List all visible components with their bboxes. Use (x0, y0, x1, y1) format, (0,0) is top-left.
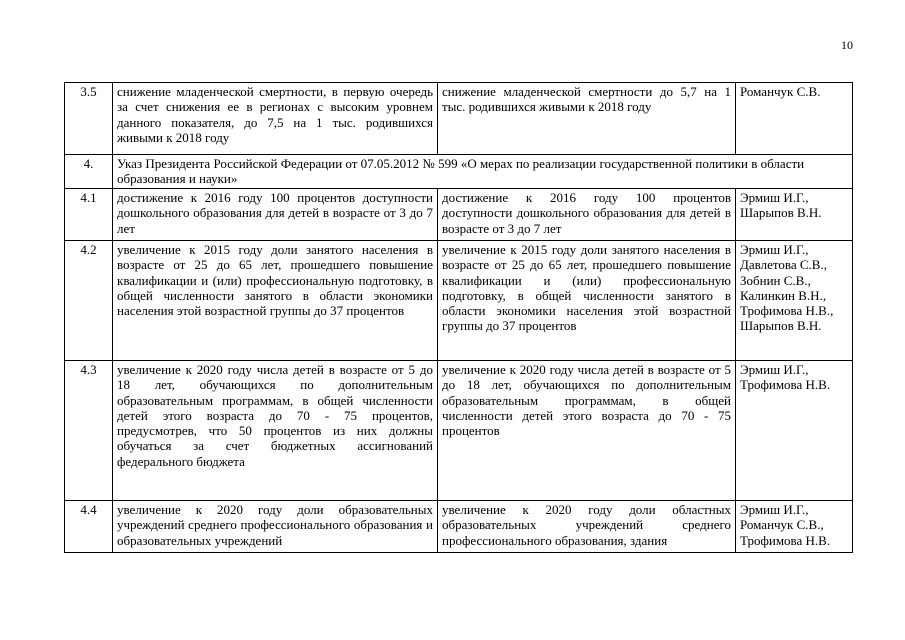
responsible-name: Давлетова С.В., (740, 257, 827, 273)
responsible-name: Шарыпов В.Н. (740, 318, 822, 334)
responsible-name: Романчук С.В. (740, 84, 821, 99)
task-cell: достижение к 2016 году 100 процентов доступности дошкольного образования для детей в возрасте от 3 до 7 лет (113, 189, 438, 241)
row-number: 3.5 (65, 83, 113, 155)
target-cell: увеличение к 2020 году числа детей в возрасте от 5 до 18 лет, обучающихся по дополнительным образовательным программам, в общей численности детей этого возраста до 70 - 75 процентов (438, 361, 736, 501)
task-cell: увеличение к 2020 году доли образовательных учреждений среднего профессионального образования и образовательных учреждений (113, 501, 438, 553)
responsible-name: Калинкин В.Н., (740, 287, 827, 303)
responsible-name: Романчук С.В., (740, 517, 824, 533)
page-number: 10 (841, 38, 853, 52)
row-number: 4.3 (65, 361, 113, 501)
responsible-cell (736, 501, 853, 553)
table-row (65, 155, 853, 189)
responsible-name: Эрмиш И.Г., (740, 362, 809, 377)
responsible-cell (736, 361, 853, 501)
responsible-cell (736, 83, 853, 155)
responsible-name: Трофимова Н.В., (740, 303, 834, 319)
task-cell: увеличение к 2015 году доли занятого населения в возрасте от 25 до 65 лет, прошедшего повышение квалификации и (или) профессиональную подготовку, в общей численности занятого в области экономики населения этой возрастной группы до 37 процентов (113, 241, 438, 361)
measures-table (64, 82, 853, 553)
row-number: 4.1 (65, 189, 113, 241)
table-row (65, 189, 853, 241)
target-cell: достижение к 2016 году 100 процентов доступности дошкольного образования для детей в возрасте от 3 до 7 лет (438, 189, 736, 241)
table-row (65, 83, 853, 155)
responsible-name: Трофимова Н.В. (740, 532, 831, 548)
task-cell: увеличение к 2020 году числа детей в возрасте от 5 до 18 лет, обучающихся по дополнительным образовательным программам, в общей численности детей этого возраста до 70 - 75 процентов, предусмотрев, что 50 процентов из них должны обучаться за счет бюджетных ассигнований федерального бюджета (113, 361, 438, 501)
responsible-cell (736, 189, 853, 241)
responsible-name: Эрмиш И.Г., (740, 502, 809, 517)
decree-cell: Указ Президента Российской Федерации от 07.05.2012 № 599 «О мерах по реализации государственной политики в области образования и науки» (113, 155, 853, 189)
target-cell: увеличение к 2015 году доли занятого населения в возрасте от 25 до 65 лет, прошедшего повышение квалификации и (или) профессиональную подготовку, в общей численности занятого в области экономики населения этой возрастной группы до 37 процентов (438, 241, 736, 361)
table-row (65, 361, 853, 501)
responsible-name: Трофимова Н.В. (740, 377, 831, 393)
responsible-name: Эрмиш И.Г., (740, 190, 809, 205)
responsible-name: Зобнин С.В., (740, 272, 811, 288)
responsible-name: Шарыпов В.Н. (740, 205, 822, 221)
target-cell: снижение младенческой смертности до 5,7 на 1 тыс. родившихся живыми к 2018 году (438, 83, 736, 155)
responsible-name: Эрмиш И.Г., (740, 242, 809, 257)
row-number: 4.2 (65, 241, 113, 361)
table-row (65, 501, 853, 553)
responsible-cell (736, 241, 853, 361)
table-row (65, 241, 853, 361)
task-cell: снижение младенческой смертности, в первую очередь за счет снижения ее в регионах с высоким уровнем данного показателя, до 7,5 на 1 тыс. родившихся живыми к 2018 году (113, 83, 438, 155)
row-number: 4. (65, 155, 113, 189)
row-number: 4.4 (65, 501, 113, 553)
target-cell: увеличение к 2020 году доли областных образовательных учреждений среднего профессионального образования, здания (438, 501, 736, 553)
